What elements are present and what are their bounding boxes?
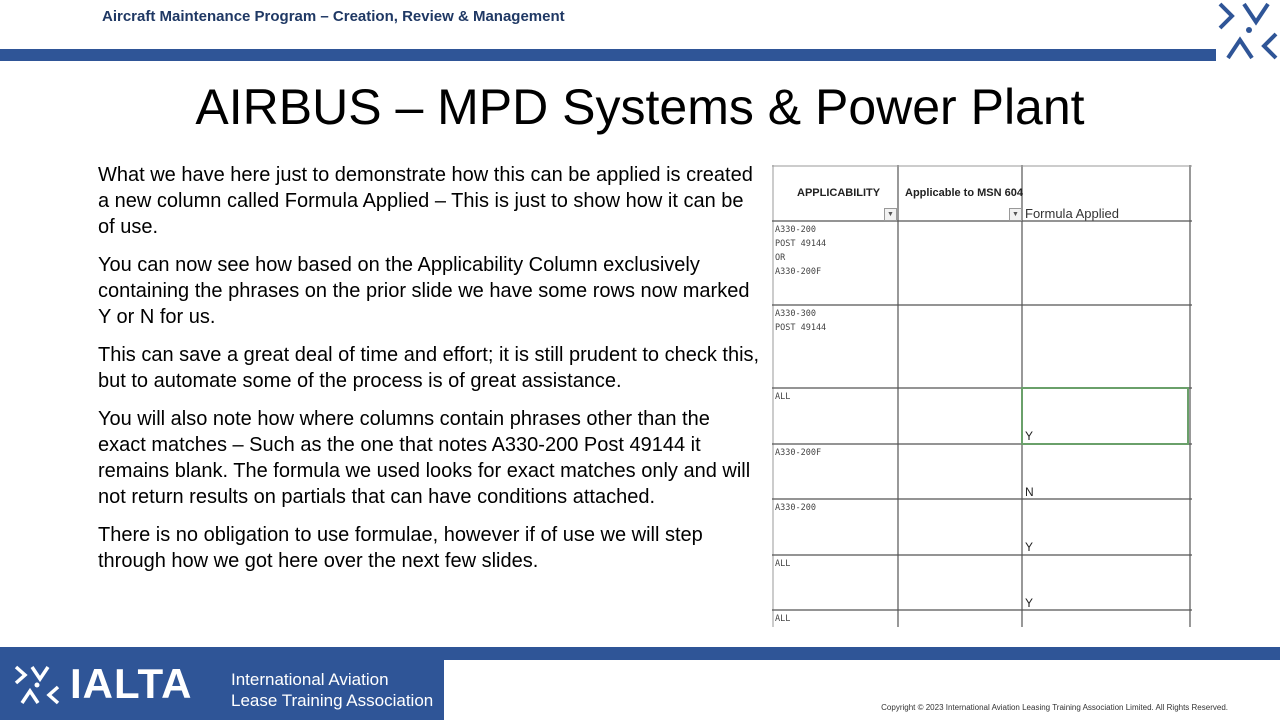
organization-name	[231, 669, 433, 711]
paragraph: There is no obligation to use formulae, however if of use we will step through how we got here over the next few slides.	[98, 524, 703, 572]
applicability-cell: A330-300 POST 49144	[775, 309, 827, 333]
applicability-cell: ALL	[775, 392, 791, 402]
organization-name-line2: Lease Training Association	[231, 691, 434, 710]
ialta-mark-icon	[14, 665, 60, 705]
body-text	[98, 162, 763, 586]
formula-cell: Y	[1025, 596, 1034, 610]
column-header-formula: Formula Applied	[1025, 206, 1119, 221]
paragraph: This can save a great deal of time and effort; it is still prudent to check this, but to automate some of the process is of great assistance.	[98, 344, 760, 392]
slide-title: AIRBUS – MPD Systems & Power Plant	[195, 79, 1085, 135]
ialta-wordmark: IALTA	[70, 660, 193, 707]
column-header-msn: Applicable to MSN 604	[905, 187, 1023, 199]
column-header-applicability: APPLICABILITY	[797, 187, 881, 199]
applicability-cell: A330-200 POST 49144 OR A330-200F	[775, 225, 827, 277]
copyright-notice: Copyright © 2023 International Aviation Leasing Training Association Limited. All Rights Reserved.	[881, 703, 1228, 712]
filter-dropdown-icon[interactable]: ▼	[1009, 208, 1022, 221]
spreadsheet-screenshot	[772, 165, 1192, 627]
formula-cell: N	[1025, 485, 1034, 499]
applicability-cell: A330-200	[775, 503, 816, 513]
applicability-cell: ALL	[775, 559, 791, 569]
ialta-logo-icon	[1216, 0, 1280, 62]
formula-cell: Y	[1025, 540, 1034, 554]
paragraph: You can now see how based on the Applicability Column exclusively containing the phrases on the prior slide we have some rows now marked Y or N for us.	[98, 254, 750, 328]
footer-logo	[0, 647, 444, 720]
header-divider-bar	[0, 49, 1280, 61]
paragraph: You will also note how where columns contain phrases other than the exact matches – Such as the one that notes A330-200 Post 49144 it remains blank. The formula we used looks for exact matches only and will not return results on partials that can have conditions attached.	[98, 408, 751, 508]
paragraph: What we have here just to demonstrate how this can be applied is created a new column called Formula Applied – This is just to show how it can be of use.	[98, 164, 753, 238]
filter-dropdown-icon[interactable]: ▼	[884, 208, 897, 221]
header-title: Aircraft Maintenance Program – Creation, Review & Management	[102, 8, 565, 25]
organization-name-line1: International Aviation	[231, 670, 389, 689]
applicability-cell: ALL	[775, 614, 791, 624]
formula-cell: Y	[1025, 429, 1034, 443]
selected-cell-highlight	[1021, 387, 1189, 445]
applicability-cell: A330-200F	[775, 448, 822, 458]
